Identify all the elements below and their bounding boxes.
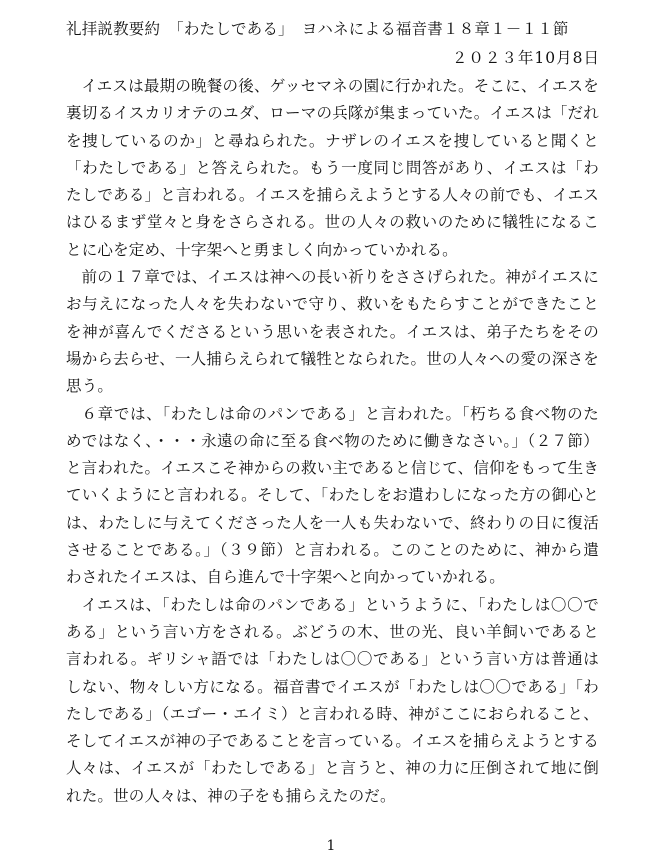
sermon-body: [66, 73, 599, 810]
paragraph-2: 前の１７章では、イエスは神への長い祈りをささげられた。神がイエスにお与えになった人々を失わないで守り、救いをもたらすことができたことを神が喜んでくださるという思いを表された。イエスは、弟子たちをその場から去らせ、一人捕らえられて犠牲となられた。世の人々への愛の深さを思う。: [66, 268, 599, 396]
page-number: 1: [326, 838, 336, 854]
paragraph-3: ６章では、「わたしは命のパンである」と言われた。「朽ちる食べ物のためではなく、・・・永遠の命に至る食べ物のために働きなさい。」（２７節）と言われた。イエスこそ神からの救い主であると信じて、信仰をもって生きていくようにと言われる。そして、「わたしをお遣わしになった方の御心とは、わたしに与えてくださった人を一人も失わないで、終わりの日に復活させることである。」（３９節）と言われる。このことのために、神から遣わされたイエスは、自ら進んで十字架へと向かっていかれる。: [66, 404, 599, 587]
sermon-title: 礼拝説教要約 「わたしである」 ヨハネによる福音書１８章１－１１節: [66, 20, 569, 38]
sermon-date: ２０２３年10月8日: [451, 49, 600, 67]
paragraph-4: イエスは、「わたしは命のパンである」というように、「わたしは〇〇である」という言い方をされる。ぶどうの木、世の光、良い羊飼いであると言われる。ギリシャ語では「わたしは〇〇である」という言い方は普通はしない、物々しい方になる。福音書でイエスが「わたしは〇〇である」「わたしである」（エゴー・エイミ）と言われる時、神がここにおられること、そしてイエスが神の子であることを言っている。イエスを捕らえようとする人々は、イエスが「わたしである」と言うと、神の力に圧倒されて地に倒れた。世の人々は、神の子をも捕らえたのだ。: [66, 595, 599, 805]
paragraph-1: イエスは最期の晩餐の後、ゲッセマネの園に行かれた。そこに、イエスを裏切るイスカリオテのユダ、ローマの兵隊が集まっていた。イエスは「だれを捜しているのか」と尋ねられた。ナザレのイエスを捜していると聞くと「わたしである」と答えられた。もう一度同じ問答があり、イエスは「わたしである」と言われる。イエスを捕らえようとする人々の前でも、イエスはひるまず堂々と身をさらされる。世の人々の救いのために犠牲になることに心を定め、十字架へと勇ましく向かっていかれる。: [66, 77, 599, 259]
